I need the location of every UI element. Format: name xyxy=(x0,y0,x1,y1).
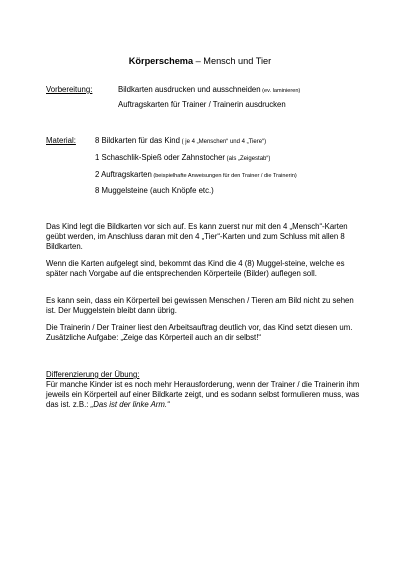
material-item-3-main: 2 Auftragskarten xyxy=(95,170,152,179)
vorbereitung-label: Vorbereitung: xyxy=(46,85,93,94)
differenzierung-section xyxy=(46,370,364,410)
differenzierung-example: „Das ist der linke Arm.“ xyxy=(90,400,170,409)
paragraph-2-text: Wenn die Karten aufgelegt sind, bekommt das Kind die 4 (8) Muggel-steine, welche es später nach Vorgabe auf die entsprechenden Körperteile (Bilder) auflegen soll. xyxy=(46,259,345,278)
vorbereitung-line-1-main: Bildkarten ausdrucken und ausschneiden xyxy=(118,85,261,94)
vorbereitung-line-2: Auftragskarten für Trainer / Trainerin ausdrucken xyxy=(118,100,286,109)
differenzierung-text xyxy=(46,380,364,410)
differenzierung-body: Für manche Kinder ist es noch mehr Herausforderung, wenn der Trainer / die Trainerin ihm jeweils ein Körperteil auf einer Bildkarte zeigt, und es sodann selbst formulieren muss, was das ist. z.B.: xyxy=(46,380,360,409)
title-subtitle: – Mensch und Tier xyxy=(193,56,272,66)
material-item-3-note: (beispielhafte Anweisungen für den Trainer / die Trainerin) xyxy=(151,173,297,179)
vorbereitung-line-1 xyxy=(118,85,300,94)
paragraph-3-text: Es kann sein, dass ein Körperteil bei gewissen Menschen / Tieren am Bild nicht zu sehen ist. Der Muggelstein bleibt dann übrig. xyxy=(46,296,354,315)
paragraph-3 xyxy=(46,296,364,316)
material-item-2-main: 1 Schaschlik-Spieß oder Zahnstocher xyxy=(95,153,226,162)
material-item-4 xyxy=(95,186,214,195)
paragraph-1-text: Das Kind legt die Bildkarten vor sich auf. Es kann zuerst nur mit den 4 „Mensch“-Karten geübt werden, im Anschluss daran mit den 4 „Tier“-Karten und zum Schluss mit allen 8 Bildkarten. xyxy=(46,222,348,251)
material-item-2-note: (als „Zeigestab“) xyxy=(225,156,271,162)
paragraph-1 xyxy=(46,222,364,252)
material-label: Material: xyxy=(46,136,76,145)
paragraph-4 xyxy=(46,323,364,343)
differenzierung-heading: Differenzierung der Übung: xyxy=(46,370,140,379)
material-item-3 xyxy=(95,170,297,179)
material-item-4-main: 8 Muggelsteine (auch Knöpfe etc.) xyxy=(95,186,214,195)
material-item-2 xyxy=(95,153,270,162)
material-item-1-note: ( je 4 „Menschen“ und 4 „Tiere“) xyxy=(179,139,267,145)
material-item-1 xyxy=(95,136,266,145)
vorbereitung-line-1-note: (ev. laminieren) xyxy=(260,88,301,94)
paragraph-2 xyxy=(46,259,364,279)
material-item-1-main: 8 Bildkarten für das Kind xyxy=(95,136,180,145)
paragraph-4-text: Die Trainerin / Der Trainer liest den Arbeitsauftrag deutlich vor, das Kind setzt diesen um. Zusätzliche Aufgabe: „Zeige das Körperteil auch an dir selbst!“ xyxy=(46,323,353,342)
page-title xyxy=(0,56,400,66)
title-main: Körperschema xyxy=(128,56,194,66)
